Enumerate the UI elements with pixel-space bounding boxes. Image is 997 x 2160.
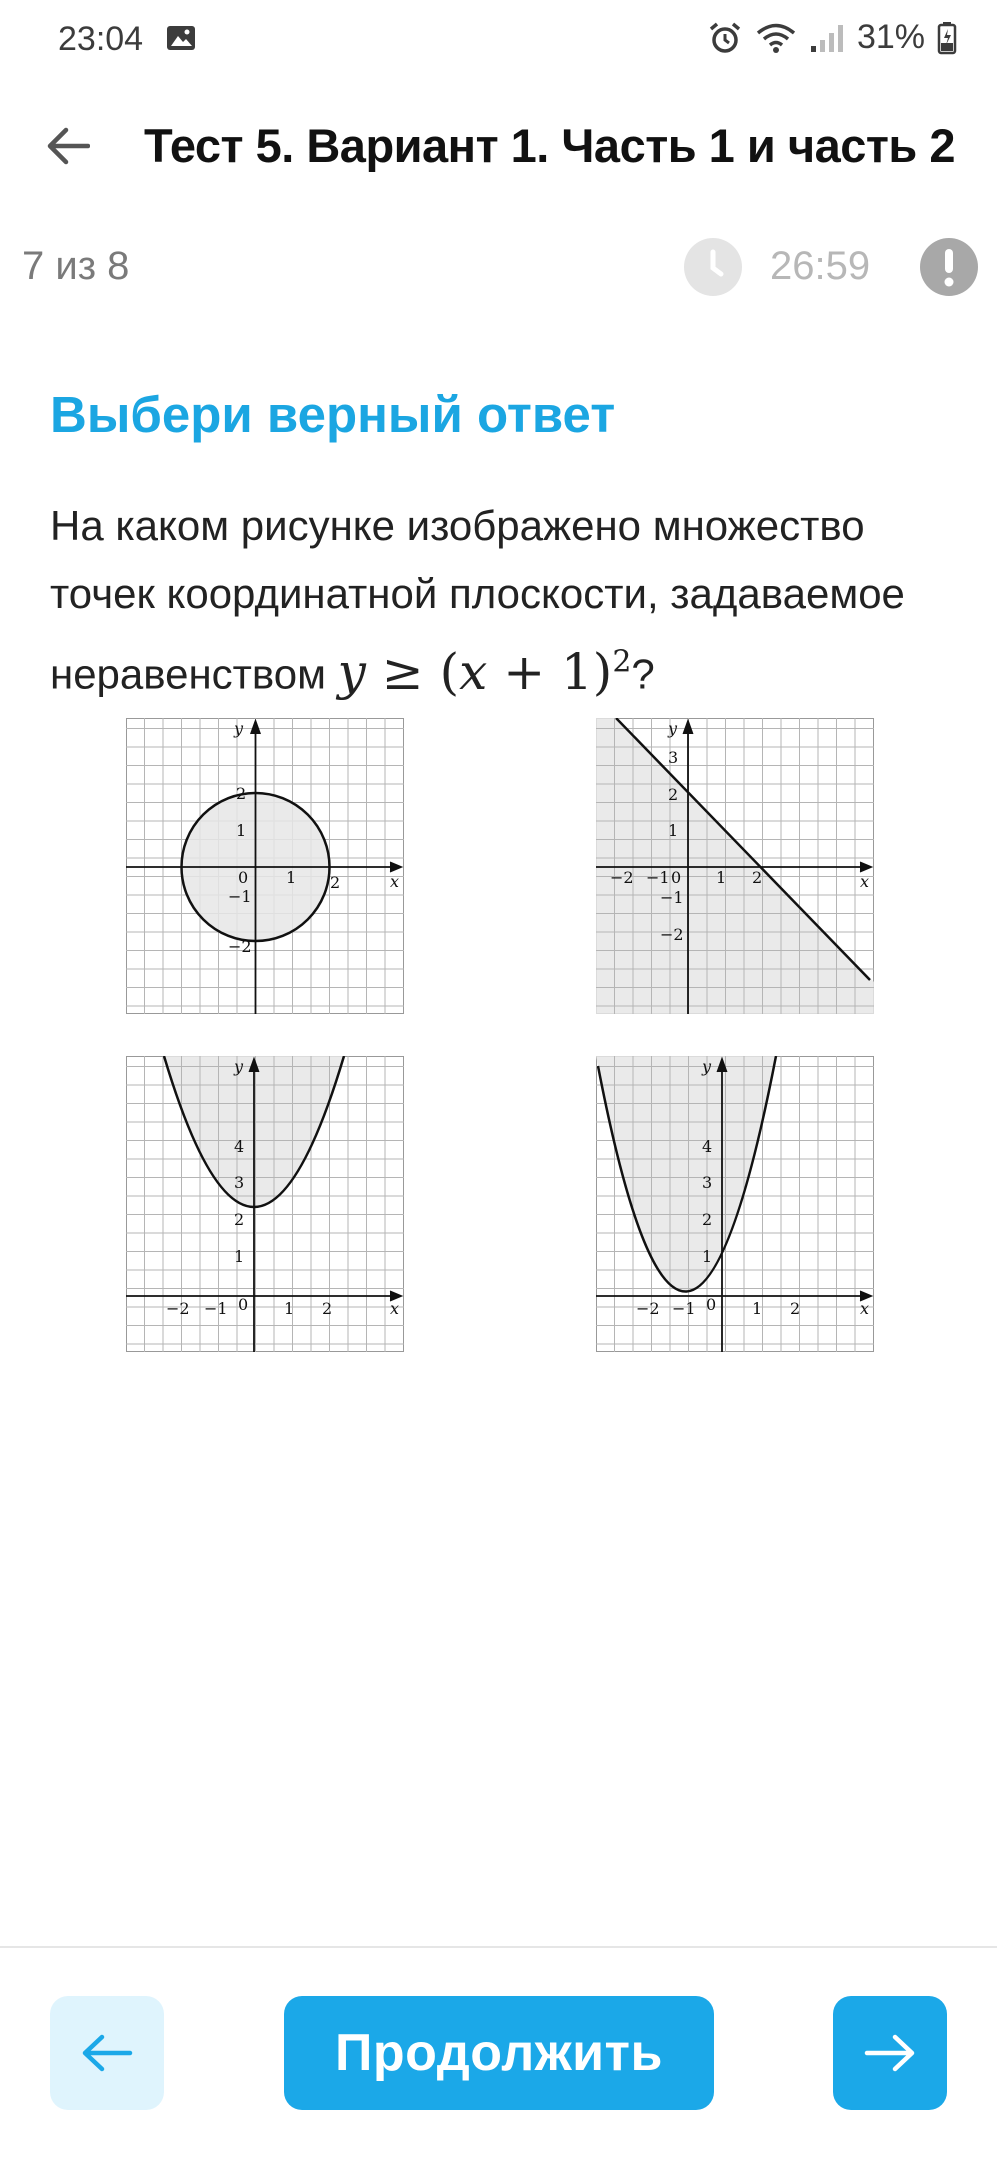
tick-label: 0	[671, 868, 682, 887]
status-time: 23:04	[58, 20, 144, 58]
tick-label: 0	[238, 868, 249, 887]
tick-label: 1	[716, 868, 727, 887]
axis-label-x: x	[860, 872, 870, 891]
axis-label-x: x	[390, 1299, 400, 1318]
clock-icon	[684, 238, 742, 296]
question-text	[50, 492, 970, 709]
status-icons	[707, 18, 957, 57]
tick-label: 2	[322, 1299, 333, 1318]
tick-label: 0	[706, 1295, 717, 1314]
inequality-formula: $y \ge (x + 1)^2$	[337, 642, 632, 701]
question-line: точек координатной плоскости, задаваемое	[50, 570, 905, 617]
arrow-left-icon	[80, 2033, 134, 2073]
tick-label: 1	[236, 821, 247, 840]
timer: 26:59	[770, 244, 871, 288]
tick-label: 2	[330, 873, 341, 892]
question-mark: ?	[631, 650, 655, 698]
tick-label: −2	[660, 925, 684, 944]
tick-label: 2	[236, 784, 247, 803]
tick-label: 3	[234, 1173, 245, 1192]
option-parabola-graph-2[interactable]	[596, 1056, 874, 1352]
bottom-divider	[0, 1946, 997, 1948]
back-button[interactable]	[40, 118, 96, 174]
arrow-right-icon	[863, 2033, 917, 2073]
report-button[interactable]	[920, 238, 978, 296]
axis-label-y: y	[668, 719, 678, 738]
previous-button[interactable]	[50, 1996, 164, 2110]
tick-label: −1	[646, 868, 670, 887]
tick-label: −2	[166, 1299, 190, 1318]
app-header	[0, 100, 997, 190]
battery-charging-icon	[937, 21, 957, 55]
axis-label-x: x	[390, 872, 400, 891]
tick-label: −1	[204, 1299, 228, 1318]
tick-label: −2	[610, 868, 634, 887]
tick-label: −1	[660, 888, 684, 907]
status-bar	[0, 0, 997, 82]
tick-label: −2	[228, 937, 252, 956]
page-title: Тест 5. Вариант 1. Часть 1 и часть 2	[144, 119, 955, 172]
option-line-graph[interactable]	[596, 718, 874, 1014]
tick-label: 2	[790, 1299, 801, 1318]
tick-label: 2	[668, 785, 679, 804]
question-line: неравенством	[50, 650, 326, 698]
tick-label: 3	[668, 748, 679, 767]
tick-label: 4	[234, 1137, 245, 1156]
battery-percent: 31%	[856, 18, 925, 56]
continue-button[interactable]: Продолжить	[284, 1996, 714, 2110]
tick-label: 2	[702, 1210, 713, 1229]
signal-icon	[809, 22, 845, 54]
tick-label: 0	[238, 1295, 249, 1314]
axis-label-x: x	[860, 1299, 870, 1318]
tick-label: 1	[234, 1247, 245, 1266]
tick-label: 2	[752, 868, 763, 887]
wifi-icon	[755, 21, 797, 55]
tick-label: 2	[234, 1210, 245, 1229]
option-parabola-graph-1[interactable]	[126, 1056, 404, 1352]
question-line-3	[50, 628, 970, 709]
axis-label-y: y	[234, 719, 244, 738]
arrow-left-icon	[46, 126, 90, 166]
axis-label-y: y	[702, 1057, 712, 1076]
tick-label: 1	[284, 1299, 295, 1318]
axis-label-y: y	[234, 1057, 244, 1076]
tick-label: −1	[672, 1299, 696, 1318]
question-counter: 7 из 8	[22, 244, 130, 288]
tick-label: 1	[668, 821, 679, 840]
option-circle-graph[interactable]	[126, 718, 404, 1014]
next-button[interactable]	[833, 1996, 947, 2110]
tick-label: 3	[702, 1173, 713, 1192]
tick-label: 1	[702, 1247, 713, 1266]
tick-label: 1	[286, 868, 297, 887]
tick-label: 1	[752, 1299, 763, 1318]
gallery-notification-icon	[166, 25, 196, 51]
question-line: На каком рисунке изображено множество	[50, 502, 865, 549]
tick-label: −1	[228, 887, 252, 906]
tick-label: −2	[636, 1299, 660, 1318]
alarm-icon	[707, 20, 743, 56]
task-heading: Выбери верный ответ	[50, 386, 616, 443]
tick-label: 4	[702, 1137, 713, 1156]
